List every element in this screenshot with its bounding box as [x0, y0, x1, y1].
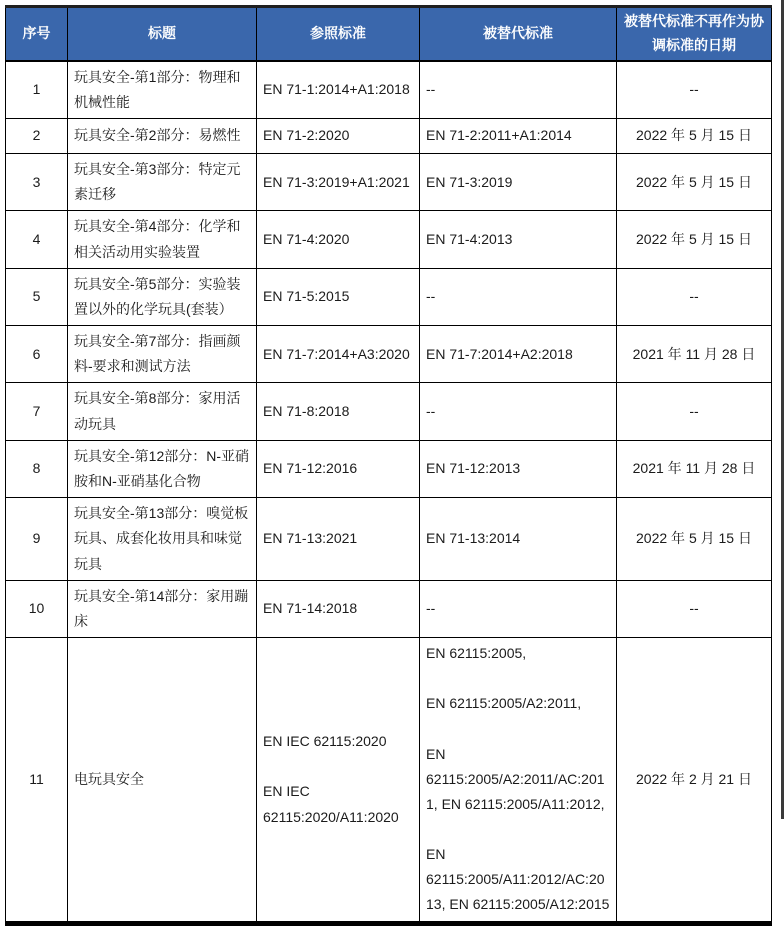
cell-replaced-standard [420, 638, 617, 924]
standard-text: EN 71-3:2019+A1:2021 [263, 173, 410, 190]
standard-text: EN 71-3:2019 [426, 173, 513, 190]
table-row [6, 118, 772, 153]
standard-text: EN 71-7:2014+A2:2018 [426, 345, 573, 362]
standard-text: EN 62115:2005, [426, 645, 527, 662]
cell-reference-standard [257, 326, 420, 383]
cell-title: 电玩具安全 [68, 638, 257, 924]
standard-text: EN 71-5:2015 [263, 288, 350, 305]
cell-replaced-standard [420, 498, 617, 581]
cell-reference-standard [257, 118, 420, 153]
cell-row-number: 11 [6, 638, 68, 924]
standard-text: EN 62115:2005/A11:2012/AC:2013, EN 62115:2005/A12:2015 [426, 846, 610, 913]
cell-row-number: 4 [6, 211, 68, 268]
cell-date: 2022 年 5 月 15 日 [617, 118, 772, 153]
header-row [6, 7, 772, 61]
cell-reference-standard [257, 498, 420, 581]
cell-row-number: 7 [6, 383, 68, 440]
standard-text: EN 71-8:2018 [263, 403, 350, 420]
standard-text: EN 62115:2005/A2:2011, [426, 695, 582, 712]
cell-replaced-standard [420, 326, 617, 383]
cell-title: 玩具安全-第2部分：易燃性 [68, 118, 257, 153]
cell-replaced-standard [420, 383, 617, 440]
standard-text: EN 71-12:2013 [426, 460, 521, 477]
cell-row-number: 8 [6, 440, 68, 497]
cell-date: 2022 年 5 月 15 日 [617, 211, 772, 268]
cell-row-number: 10 [6, 580, 68, 637]
cell-reference-standard [257, 153, 420, 210]
table-row [6, 498, 772, 581]
cell-title: 玩具安全-第1部分：物理和机械性能 [68, 61, 257, 119]
cell-row-number: 6 [6, 326, 68, 383]
standard-text: EN 71-14:2018 [263, 600, 358, 617]
cell-reference-standard [257, 211, 420, 268]
table-body [6, 61, 772, 924]
standard-text: -- [426, 600, 436, 617]
table-row [6, 61, 772, 119]
cell-date: -- [617, 61, 772, 119]
column-header-reference: 参照标准 [257, 7, 420, 61]
column-header-title: 标题 [68, 7, 257, 61]
cell-date: -- [617, 383, 772, 440]
column-header-replaced: 被替代标准 [420, 7, 617, 61]
cell-replaced-standard [420, 61, 617, 119]
cell-reference-standard [257, 440, 420, 497]
table-row [6, 638, 772, 924]
column-header-date: 被替代标准不再作为协调标准的日期 [617, 7, 772, 61]
table-row [6, 440, 772, 497]
table-row [6, 326, 772, 383]
standard-text: EN 71-13:2014 [426, 530, 521, 547]
cell-date: 2021 年 11 月 28 日 [617, 326, 772, 383]
cell-row-number: 2 [6, 118, 68, 153]
cell-date: 2022 年 5 月 15 日 [617, 498, 772, 581]
standard-text: -- [426, 81, 436, 98]
standard-text: -- [426, 288, 436, 305]
cell-title: 玩具安全-第5部分：实验装置以外的化学玩具(套装） [68, 268, 257, 325]
cell-date: -- [617, 580, 772, 637]
cell-replaced-standard [420, 268, 617, 325]
table-row [6, 211, 772, 268]
cell-row-number: 5 [6, 268, 68, 325]
cell-reference-standard [257, 580, 420, 637]
cell-reference-standard [257, 61, 420, 119]
cell-date: -- [617, 268, 772, 325]
cell-title: 玩具安全-第13部分：嗅觉板玩具、成套化妆用具和味觉玩具 [68, 498, 257, 581]
table-row [6, 383, 772, 440]
cell-replaced-standard [420, 118, 617, 153]
standard-text: EN 62115:2005/A2:2011/AC:2011, EN 62115:2005/A11:2012, [426, 745, 605, 812]
standard-text: EN 71-2:2011+A1:2014 [426, 127, 572, 144]
cell-row-number: 3 [6, 153, 68, 210]
standards-table [5, 5, 772, 926]
cell-reference-standard [257, 383, 420, 440]
cell-title: 玩具安全-第7部分：指画颜料-要求和测试方法 [68, 326, 257, 383]
standard-text: EN 71-4:2013 [426, 230, 513, 247]
cell-date: 2022 年 2 月 21 日 [617, 638, 772, 924]
cell-replaced-standard [420, 153, 617, 210]
cell-date: 2021 年 11 月 28 日 [617, 440, 772, 497]
cell-replaced-standard [420, 580, 617, 637]
cell-replaced-standard [420, 211, 617, 268]
cell-title: 玩具安全-第8部分：家用活动玩具 [68, 383, 257, 440]
cell-title: 玩具安全-第4部分：化学和相关活动用实验装置 [68, 211, 257, 268]
standard-text: EN 71-7:2014+A3:2020 [263, 345, 410, 362]
cell-reference-standard [257, 638, 420, 924]
standard-text: EN IEC 62115:2020 [263, 733, 387, 750]
standard-text: EN IEC 62115:2020/A11:2020 [263, 783, 399, 825]
standard-text: EN 71-12:2016 [263, 460, 358, 477]
standard-text: EN 71-4:2020 [263, 230, 350, 247]
cell-title: 玩具安全-第12部分：N-亚硝胺和N-亚硝基化合物 [68, 440, 257, 497]
cell-title: 玩具安全-第14部分：家用蹦床 [68, 580, 257, 637]
standard-text: EN 71-1:2014+A1:2018 [263, 81, 410, 98]
table-row [6, 580, 772, 637]
cell-replaced-standard [420, 440, 617, 497]
table-row [6, 268, 772, 325]
cell-row-number: 9 [6, 498, 68, 581]
cell-date: 2022 年 5 月 15 日 [617, 153, 772, 210]
cell-title: 玩具安全-第3部分：特定元素迁移 [68, 153, 257, 210]
standard-text: -- [426, 403, 436, 420]
cell-row-number: 1 [6, 61, 68, 119]
standard-text: EN 71-13:2021 [263, 530, 358, 547]
standard-text: EN 71-2:2020 [263, 127, 350, 144]
column-header-no: 序号 [6, 7, 68, 61]
table-row [6, 153, 772, 210]
table-header [6, 7, 772, 61]
cell-reference-standard [257, 268, 420, 325]
